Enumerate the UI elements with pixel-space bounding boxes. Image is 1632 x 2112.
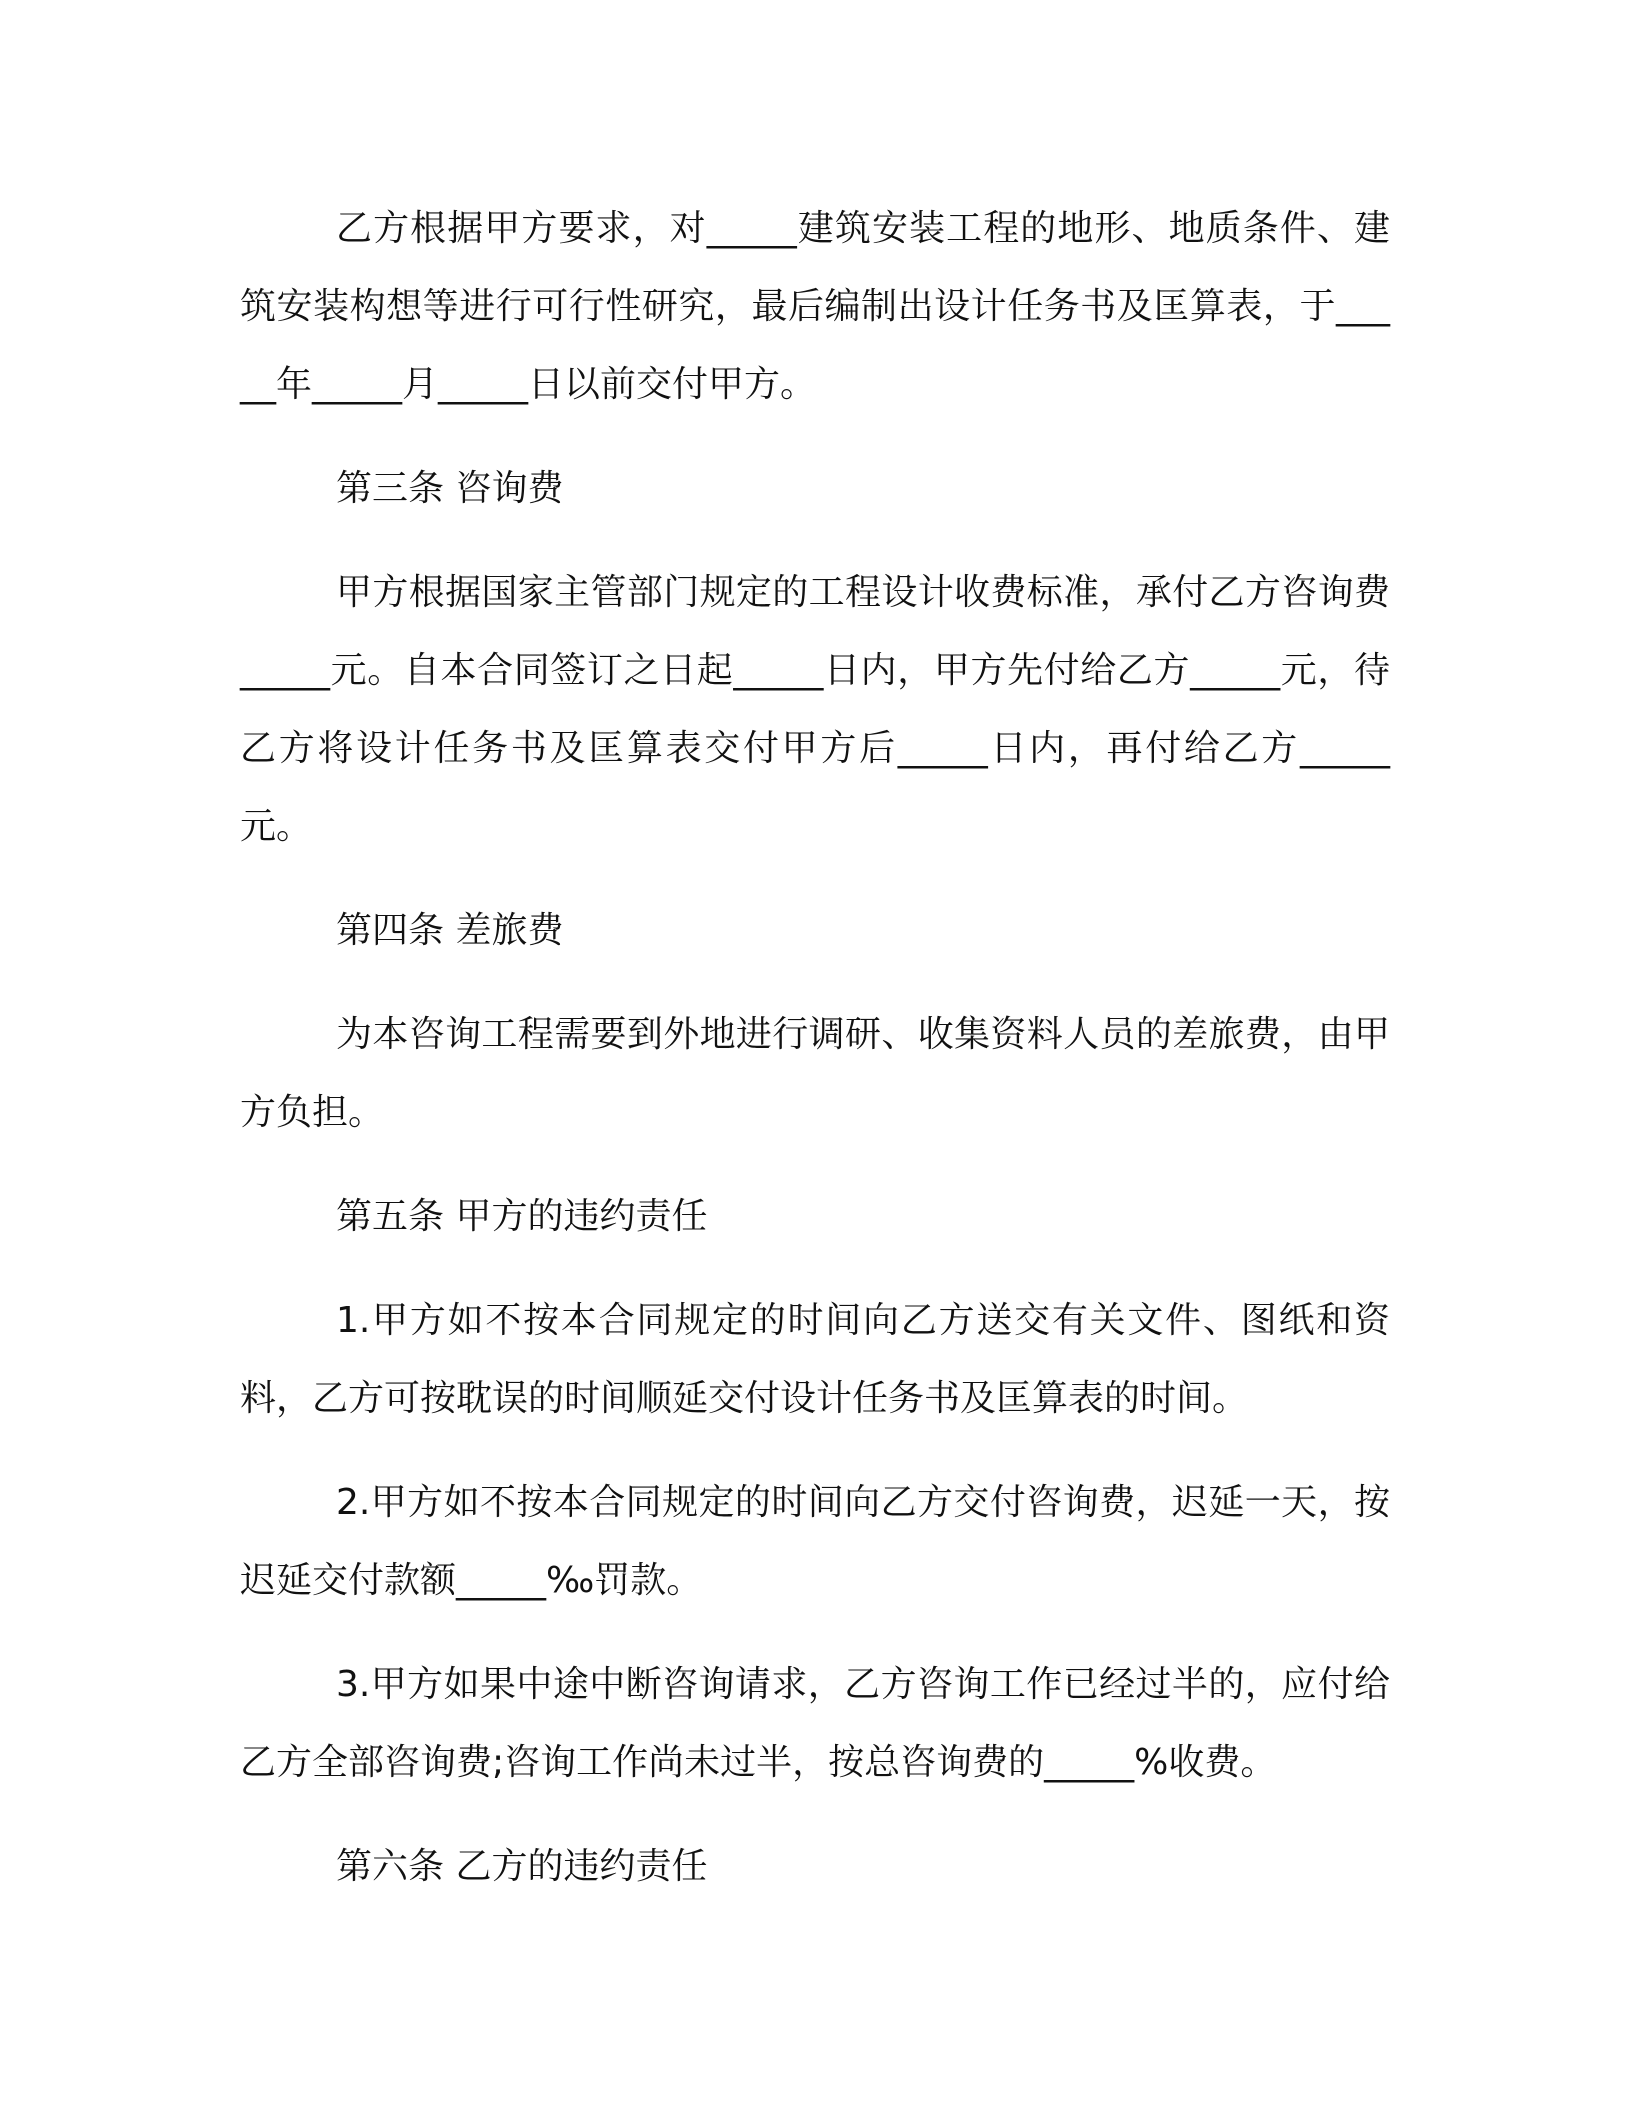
- clause-5-1: 1.甲方如不按本合同规定的时间向乙方送交有关文件、图纸和资料，乙方可按耽误的时间顺延交付设计任务书及匡算表的时间。: [240, 1300, 1390, 1419]
- document-page: [240, 190, 1390, 1906]
- spacer: [240, 1438, 1390, 1464]
- paragraph-consulting-fee: 甲方根据国家主管部门规定的工程设计收费标准，承付乙方咨询费_____元。自本合同签订之日起_____日内，甲方先付给乙方_____元，待乙方将设计任务书及匡算表交付甲方后_____日内，再付给乙方_____元。: [240, 572, 1390, 847]
- clause-5-2: 2.甲方如不按本合同规定的时间向乙方交付咨询费，迟延一天，按迟延交付款额_____‰罚款。: [240, 1482, 1390, 1601]
- spacer: [240, 970, 1390, 996]
- paragraph-deliverable-schedule: 乙方根据甲方要求，对_____建筑安装工程的地形、地质条件、建筑安装构想等进行可行性研究，最后编制出设计任务书及匡算表，于_____年_____月_____日以前交付甲方。: [240, 208, 1390, 405]
- spacer: [240, 1152, 1390, 1178]
- spacer: [240, 1256, 1390, 1282]
- paragraph-travel-expenses: 为本咨询工程需要到外地进行调研、收集资料人员的差旅费，由甲方负担。: [240, 1014, 1390, 1133]
- spacer: [240, 1802, 1390, 1828]
- article-3-heading: 第三条 咨询费: [336, 468, 564, 509]
- spacer: [240, 424, 1390, 450]
- spacer: [240, 528, 1390, 554]
- article-4-heading: 第四条 差旅费: [336, 910, 564, 951]
- article-5-heading: 第五条 甲方的违约责任: [336, 1196, 708, 1237]
- spacer: [240, 866, 1390, 892]
- spacer: [240, 1620, 1390, 1646]
- clause-5-3: 3.甲方如果中途中断咨询请求，乙方咨询工作已经过半的，应付给乙方全部咨询费;咨询工作尚未过半，按总咨询费的_____%收费。: [240, 1664, 1390, 1783]
- article-6-heading: 第六条 乙方的违约责任: [336, 1846, 708, 1887]
